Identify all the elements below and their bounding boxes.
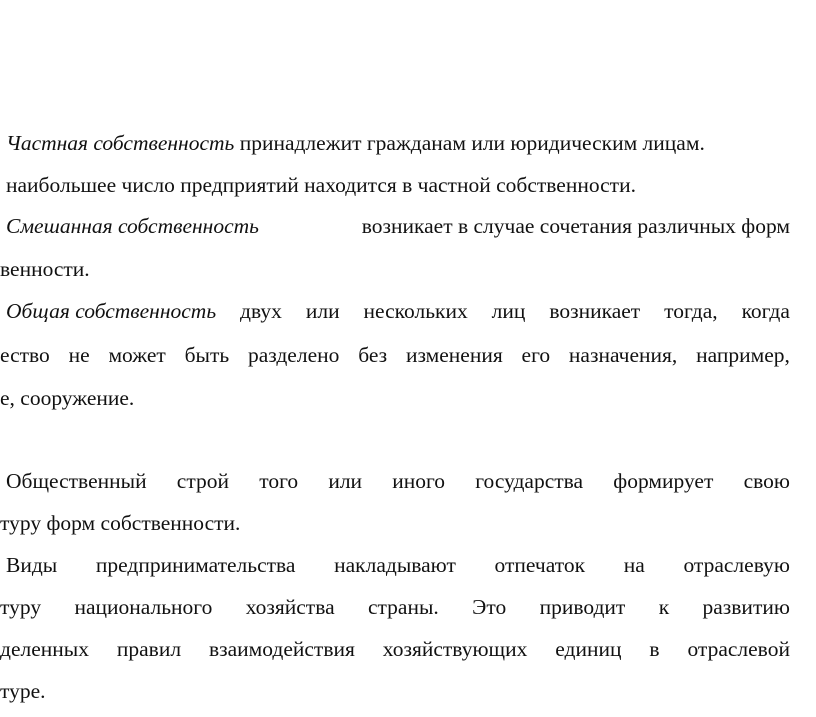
word: например, [696, 343, 790, 367]
word: предпринимательства [95, 553, 296, 577]
text-line: е, сооружение. [0, 386, 135, 410]
word: быть [184, 343, 230, 367]
word: ество [0, 343, 50, 367]
word: свою [743, 469, 790, 493]
word: формирует [613, 469, 714, 493]
text-line [0, 340, 790, 370]
word: накладывают [334, 553, 456, 577]
word: туру [0, 595, 42, 619]
word: строй [176, 469, 229, 493]
word: развитию [702, 595, 790, 619]
word: хозяйствующих [382, 637, 528, 661]
text-line: туре. [0, 679, 46, 703]
word: Виды [6, 553, 58, 577]
word: отпечаток [494, 553, 586, 577]
word: деленных [0, 637, 89, 661]
text-line [6, 211, 790, 241]
word: к [658, 595, 670, 619]
word: взаимодействия [208, 637, 355, 661]
text-line: туру форм собственности. [0, 511, 241, 535]
word: страны. [367, 595, 439, 619]
word: возникает [549, 299, 641, 323]
word: правил [116, 637, 182, 661]
word: назначения, [568, 343, 678, 367]
word: или [328, 469, 363, 493]
word: его [521, 343, 551, 367]
term-mixed-property: Смешанная собственность [6, 214, 259, 238]
term-common-property: Общая собственность [6, 299, 217, 323]
word: тогда, [664, 299, 718, 323]
word: отраслевой [687, 637, 790, 661]
word: может [108, 343, 166, 367]
word: или [305, 299, 340, 323]
word: государства [475, 469, 584, 493]
text-line: наибольшее число предприятий находится в частной собственности. [6, 173, 636, 197]
word: лиц [491, 299, 526, 323]
text-line [0, 592, 790, 622]
word: Это [472, 595, 507, 619]
text-line [6, 550, 790, 580]
line-text: возникает в случае сочетания различных форм [361, 214, 790, 238]
word: в [649, 637, 660, 661]
line-text: принадлежит гражданам или юридическим лицам. [234, 131, 705, 155]
word: отраслевую [683, 553, 790, 577]
word: не [68, 343, 90, 367]
word: на [623, 553, 645, 577]
word: национального [74, 595, 213, 619]
text-line [0, 634, 790, 664]
word: единиц [555, 637, 622, 661]
word: когда [741, 299, 790, 323]
text-line: венности. [0, 257, 90, 281]
word: приводит [539, 595, 626, 619]
text-line [6, 466, 790, 496]
word: двух [240, 299, 282, 323]
word: разделено [247, 343, 340, 367]
text-line [6, 296, 790, 326]
word: хозяйства [245, 595, 335, 619]
term-private-property: Частная собственность [6, 131, 235, 155]
text-line [6, 128, 705, 158]
word: иного [392, 469, 446, 493]
word: изменения [405, 343, 503, 367]
word: нескольких [363, 299, 468, 323]
word: без [358, 343, 388, 367]
word: Общественный [6, 469, 147, 493]
word: того [259, 469, 299, 493]
